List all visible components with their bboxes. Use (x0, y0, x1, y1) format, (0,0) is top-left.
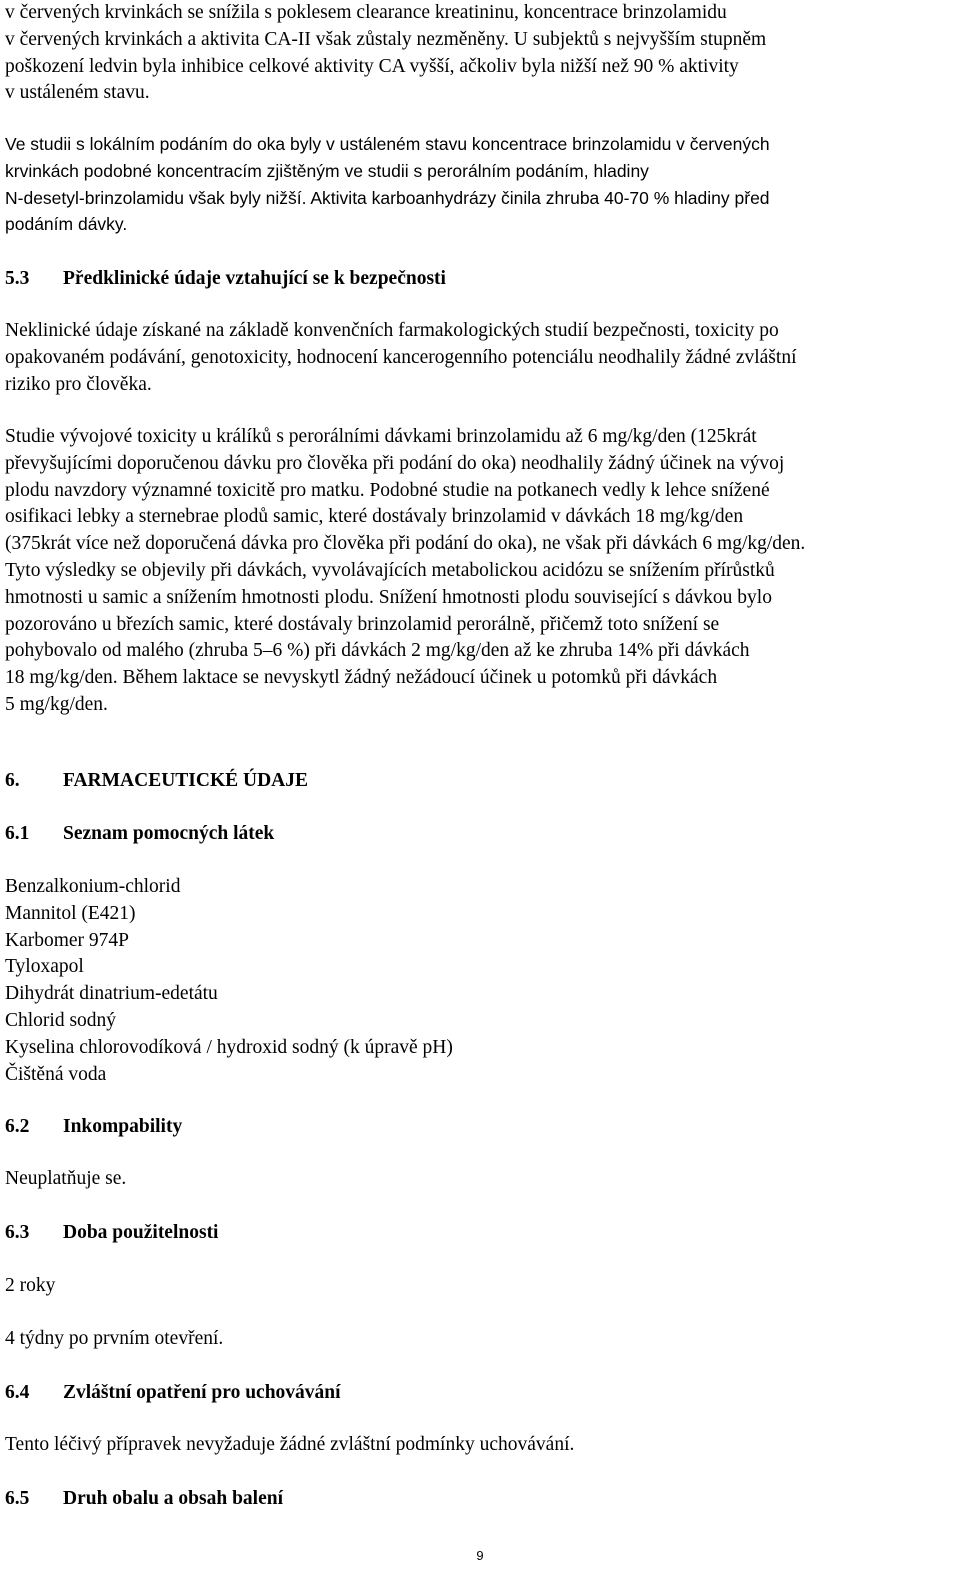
section-number: 6.5 (5, 1488, 30, 1509)
section-number: 6.1 (5, 823, 30, 844)
paragraph-line: převyšujícími doporučenou dávku pro člověka při podání do oka) neodhalily žádný účinek na vývoj (5, 452, 785, 474)
paragraph-line: 5 mg/kg/den. (5, 694, 108, 715)
list-item: Chlorid sodný (5, 1010, 117, 1031)
section-number: 6.3 (5, 1222, 30, 1243)
paragraph-line: krvinkách podobné koncentracím zjištěným ve studii s perorálním podáním, hladiny (5, 160, 649, 181)
list-item: Benzalkonium-chlorid (5, 876, 181, 897)
section-number: 5.3 (5, 268, 30, 289)
paragraph-line: pozorováno u březích samic, které dostávaly brinzolamid perorálně, přičemž toto snížení se (5, 613, 720, 635)
shelf-life-after-opening-text: 4 týdny po prvním otevření. (5, 1328, 224, 1349)
paragraph-line: podáním dávky. (5, 214, 128, 235)
section-heading-6-4 (5, 1380, 341, 1406)
section-heading-6-5 (5, 1486, 283, 1512)
section-heading-6-2 (5, 1114, 182, 1140)
storage-text: Tento léčivý přípravek nevyžaduje žádné zvláštní podmínky uchovávání. (5, 1434, 575, 1455)
paragraph-line: pohybovalo od malého (zhruba 5–6 %) při dávkách 2 mg/kg/den až ke zhruba 14% při dávkách (5, 640, 750, 662)
section-title: Zvláštní opatření pro uchovávání (63, 1382, 341, 1403)
page-number: 9 (476, 1548, 484, 1563)
paragraph-line: Neklinické údaje získané na základě konvenčních farmakologických studií bezpečnosti, toxicity po (5, 320, 779, 341)
section-number: 6. (5, 770, 20, 791)
list-item: Mannitol (E421) (5, 902, 136, 924)
paragraph-line: v červených krvinkách se snížila s poklesem clearance kreatininu, koncentrace brinzolamidu (5, 2, 727, 23)
section-title: Seznam pomocných látek (63, 823, 275, 844)
paragraph-line: Studie vývojové toxicity u králíků s perorálními dávkami brinzolamidu až 6 mg/kg/den (125krát (5, 426, 757, 447)
list-item: Kyselina chlorovodíková / hydroxid sodný (k úpravě pH) (5, 1036, 453, 1058)
paragraph-line: v ustáleném stavu. (5, 82, 150, 104)
list-item: Dihydrát dinatrium-edetátu (5, 983, 218, 1005)
section-heading-5-3 (5, 266, 446, 292)
list-item: Čištěná voda (5, 1063, 107, 1085)
paragraph-line: v červených krvinkách a aktivita CA-II však zůstaly nezměněny. U subjektů s nejvyšším stupněm (5, 28, 767, 50)
section-title: FARMACEUTICKÉ ÚDAJE (63, 770, 309, 791)
list-item: Tyloxapol (5, 956, 84, 978)
paragraph-line: osifikaci lebky a sternebrae plodů samic, které dostávaly brinzolamid v dávkách 18 mg/kg/den (5, 506, 744, 528)
paragraph-line: 18 mg/kg/den. Během laktace se nevyskytl žádný nežádoucí účinek u potomků při dávkách (5, 667, 718, 689)
section-title: Druh obalu a obsah balení (63, 1488, 283, 1509)
section-number: 6.4 (5, 1382, 30, 1403)
section-title: Inkompability (63, 1116, 183, 1137)
paragraph-line: riziko pro člověka. (5, 373, 152, 395)
list-item: Karbomer 974P (5, 929, 130, 951)
section-heading-6-1 (5, 821, 274, 847)
paragraph-line: Tyto výsledky se objevily při dávkách, vyvolávajících metabolickou acidózu se snížením přírůstků (5, 560, 775, 581)
paragraph-line: N-desetyl-brinzolamidu však byly nižší. Aktivita karboanhydrázy činila zhruba 40-70 % hladiny před (5, 187, 770, 208)
paragraph-line: hmotnosti u samic a snížením hmotnosti plodu. Snížení hmotnosti plodu související s dávkou bylo (5, 586, 772, 608)
incompatibilities-text: Neuplatňuje se. (5, 1168, 127, 1189)
section-heading-6 (5, 768, 308, 794)
shelf-life-text: 2 roky (5, 1275, 56, 1296)
paragraph-line: (375krát více než doporučená dávka pro člověka při podání do oka), ne však při dávkách 6 mg/kg/den. (5, 533, 806, 555)
paragraph-line: poškození ledvin byla inhibice celkové aktivity CA vyšší, ačkoliv byla nižší než 90 % aktivity (5, 55, 739, 77)
paragraph-line: Ve studii s lokálním podáním do oka byly v ustáleném stavu koncentrace brinzolamidu v červených (5, 134, 770, 154)
section-title: Doba použitelnosti (63, 1222, 219, 1243)
section-title: Předklinické údaje vztahující se k bezpečnosti (63, 268, 446, 289)
paragraph-line: opakovaném podávání, genotoxicity, hodnocení kancerogenního potenciálu neodhalily žádné zvláštní (5, 346, 797, 368)
paragraph-line: plodu navzdory významné toxicitě pro matku. Podobné studie na potkanech vedly k lehce snížené (5, 479, 770, 501)
section-heading-6-3 (5, 1220, 218, 1246)
section-number: 6.2 (5, 1116, 30, 1137)
